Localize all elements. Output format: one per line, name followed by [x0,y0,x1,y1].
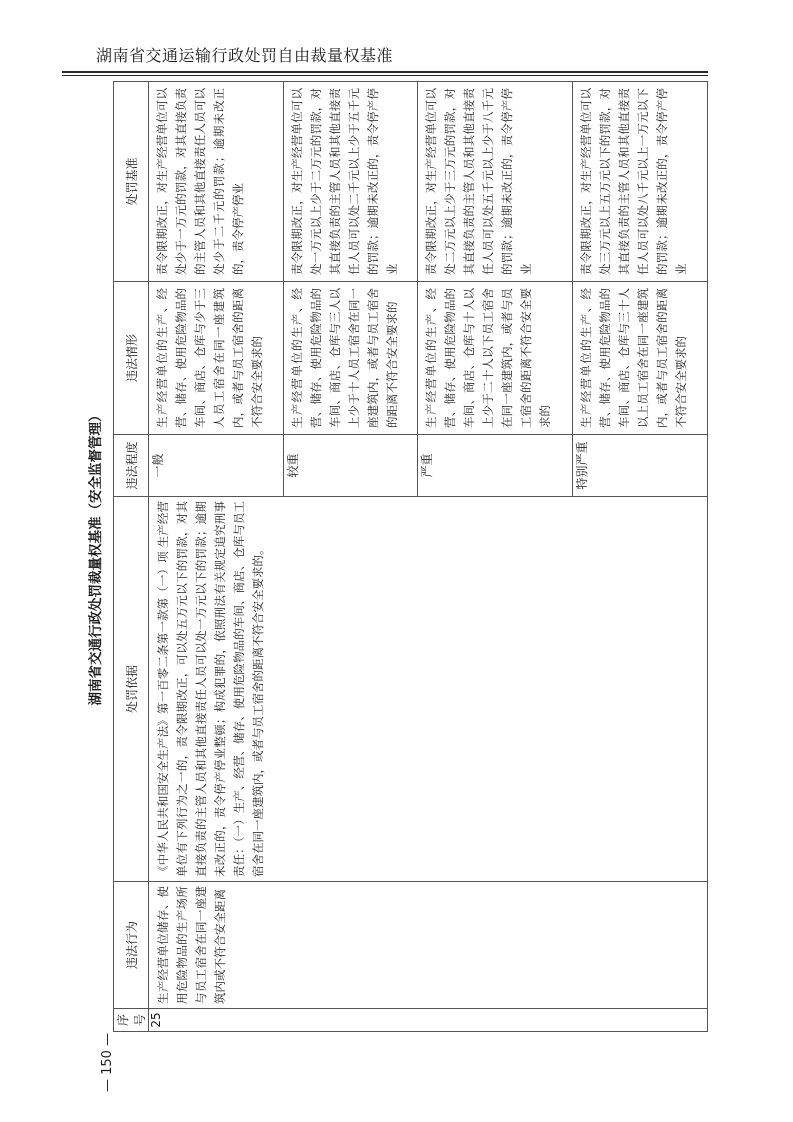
degree-cell: 严重 [418,435,573,497]
standard-cell [149,82,284,282]
violation-act-text: 生产经营单位储存、使用危险物品的生产场所与员工宿舍在同一座建筑内或不符合安全距离 [156,886,227,1004]
degree-cell: 一般 [149,435,284,497]
running-header-title: 湖南省交通运输行政处罚自由裁量权基准 [96,46,394,65]
page-number-text: — 150 — [100,1032,116,1092]
standard-text: 责令限期改正，对生产经营单位可以处少于一万元的罚款，对其直接负责的主管人员和其他直接责任人员可以处少于二千元的罚款；逾期未改正的，责令停产停业 [155,88,245,275]
standard-text: 责令限期改正，对生产经营单位可以处二万元以上少于三万元的罚款，对其直接负责的主管人员和其他直接责任人员可以处五千元以上少于八千元的罚款；逾期未改正的，责令停产停业 [424,88,534,275]
standard-cell [418,82,573,282]
circumstance-cell [149,282,284,435]
col-header-basis: 处罚依据 [114,497,149,882]
rotated-table-block [80,82,708,1032]
table-row [149,82,284,1032]
standard-text: 责令限期改正，对生产经营单位可以处三万元以上五万元以下的罚款，对其直接负责的主管人员和其他直接责任人员可以处八千元以上一万元以下的罚款；逾期未改正的，责令停产停业 [579,88,689,275]
circumstance-text: 生产经营单位的生产、经营、储存、使用危险物品的车间、商店、仓库与三人以上少于十人员工宿舍在同一座建筑内，或者与员工宿舍的距离不符合安全要求的 [289,288,399,428]
header-rule-thick [62,71,708,73]
circumstance-text: 生产经营单位的生产、经营、储存、使用危险物品的车间、商店、仓库与十人以上少于二十人以下员工宿舍在同一座建筑内，或者与员工宿舍的距离不符合安全要求的 [424,288,553,428]
table-header-row [114,82,149,1032]
col-header-circumstance: 违法情形 [114,282,149,435]
legal-basis-text: 《中华人民共和国安全生产法》第一百零二条第一款第（一）项 生产经营单位有下列行为之一的，责令限期改正，可以处五万元以下的罚款，对其直接负责的主管人员和其他直接责任人员可以处一万元以下的罚款；逾期未改正的，责令停产停业整顿；构成犯罪的，依照刑法有关规定追究刑事责任：（一）生产、经营、储存、使用危险物品的车间、商店、仓库与员工宿舍在同一座建筑内，或者与员工宿舍的距离不符合安全要求的。 [156,501,265,877]
entry-number: 25 [149,1009,708,1032]
header-rule-thin [62,75,708,76]
degree-cell: 特别严重 [573,435,708,497]
violation-act-cell [149,882,708,1009]
standard-cell [573,82,708,282]
circumstance-text: 生产经营单位的生产、经营、储存、使用危险物品的车间、商店、仓库与三十人以上员工宿舍在同一座建筑内，或者与员工宿舍的距离不符合安全要求的 [579,288,689,428]
degree-cell: 较重 [283,435,418,497]
page-number [78,1032,138,1092]
circumstance-cell [283,282,418,435]
penalty-standard-table [113,81,708,1032]
col-header-no: 序号 [114,1009,149,1032]
circumstance-text: 生产经营单位的生产、经营、储存、使用危险物品的车间、商店、仓库与少于三人员工宿舍在同一座建筑内，或者与员工宿舍的距离不符合安全要求的 [155,288,264,428]
circumstance-cell [573,282,708,435]
standard-text: 责令限期改正，对生产经营单位可以处一万元以上少于二万元的罚款，对其直接负责的主管人员和其他直接责任人员可以处二千元以上少于五千元的罚款；逾期未改正的，责令停产停业 [289,88,399,275]
col-header-standard: 处罚基准 [114,82,149,282]
table-title: 湖南省交通行政处罚裁量权基准（安全监督管理） [88,408,104,706]
standard-cell [283,82,418,282]
col-header-act: 违法行为 [114,882,149,1009]
circumstance-cell [418,282,573,435]
legal-basis-cell [149,497,708,882]
col-header-degree: 违法程度 [114,435,149,497]
